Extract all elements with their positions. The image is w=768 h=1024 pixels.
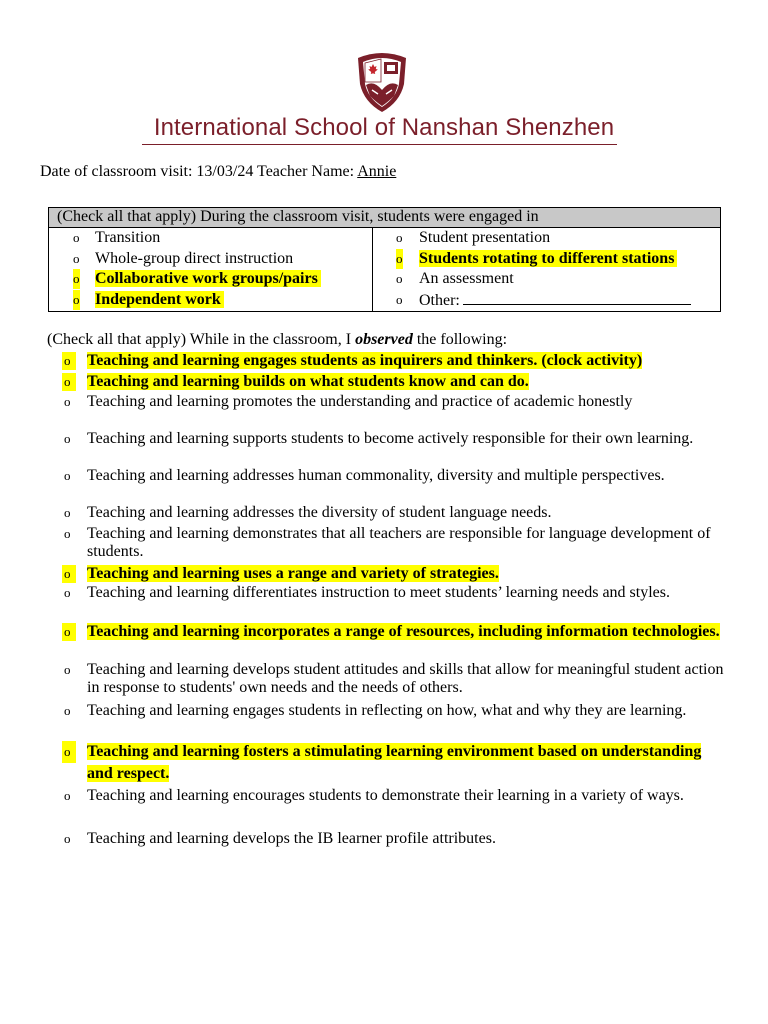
checkbox-bullet-icon: o (62, 623, 76, 641)
checkbox-bullet-icon: o (396, 291, 403, 307)
observed-item-11[interactable] (64, 661, 727, 697)
teacher-label: Teacher Name: (257, 163, 355, 180)
checkbox-bullet-icon: o (64, 394, 71, 409)
checkbox-bullet-icon: o (73, 250, 80, 266)
engagement-option-text: Student presentation (419, 229, 551, 246)
observed-item-text: Teaching and learning engages students in reflecting on how, what and why they are learning. (87, 702, 687, 719)
observed-item-text: Teaching and learning uses a range and variety of strategies. (87, 565, 499, 582)
engagement-option-label (419, 290, 691, 311)
checkbox-bullet-icon: o (64, 431, 71, 446)
observed-item-6[interactable] (64, 504, 727, 522)
teacher-value: Annie (357, 163, 397, 180)
observed-item-text: Teaching and learning addresses human commonality, diversity and multiple perspectives. (87, 467, 665, 484)
checkbox-bullet-icon: o (64, 831, 71, 846)
observed-item-text: Teaching and learning encourages students to demonstrate their learning in a variety of ways. (87, 787, 684, 804)
checkbox-bullet-icon: o (396, 271, 403, 286)
engagement-right-column (373, 228, 720, 311)
observed-item-text: Teaching and learning incorporates a range of resources, including information technologies. (87, 623, 720, 640)
observed-item-2[interactable] (64, 373, 727, 391)
observed-item-text: Teaching and learning supports students to become actively responsible for their own learning. (87, 430, 694, 447)
date-label: Date of classroom visit: (40, 163, 193, 180)
observed-item-8[interactable] (64, 565, 727, 583)
engagement-option-label (95, 249, 293, 269)
engagement-option-label (95, 228, 160, 248)
checkbox-bullet-icon: o (73, 269, 80, 289)
observed-item-10[interactable] (64, 623, 727, 641)
observed-item-9[interactable] (64, 584, 727, 602)
engagement-option-text: Independent work (95, 291, 224, 308)
engagement-option-label (95, 290, 224, 310)
visit-info-line (40, 163, 396, 181)
observed-item-text: Teaching and learning differentiates instruction to meet students’ learning needs and styles. (87, 584, 670, 601)
observed-item-text: Teaching and learning builds on what students know and can do. (87, 373, 529, 390)
checkbox-bullet-icon: o (73, 230, 80, 245)
observed-item-4[interactable] (64, 430, 727, 448)
observed-item-text: Teaching and learning addresses the diversity of student language needs. (87, 504, 552, 521)
engagement-option-label (419, 269, 514, 289)
checkbox-bullet-icon: o (64, 703, 71, 718)
observed-item-7[interactable] (64, 525, 727, 561)
engagement-option-right-4[interactable] (373, 290, 720, 311)
observed-item-text: Teaching and learning develops the IB learner profile attributes. (87, 830, 496, 847)
observed-intro-suffix: the following: (412, 331, 508, 348)
checkbox-bullet-icon: o (62, 565, 76, 583)
engagement-option-label (419, 249, 677, 269)
checkbox-bullet-icon: o (64, 468, 71, 483)
engagement-option-text: An assessment (419, 270, 514, 287)
checkbox-bullet-icon: o (64, 788, 71, 803)
engagement-checklist-table (48, 207, 721, 312)
engagement-left-column (49, 228, 373, 311)
checkbox-bullet-icon: o (64, 585, 71, 600)
engagement-option-text: Collaborative work groups/pairs (95, 270, 321, 287)
observed-intro-prefix: (Check all that apply) While in the classroom, I (47, 331, 356, 348)
header-divider (142, 144, 617, 145)
engagement-option-text: Other: (419, 291, 460, 309)
engagement-option-right-1[interactable] (373, 228, 720, 249)
school-crest-logo (354, 50, 410, 114)
checkbox-bullet-icon: o (64, 662, 71, 677)
engagement-option-right-3[interactable] (373, 269, 720, 290)
date-value: 13/03/24 (196, 163, 254, 180)
engagement-option-right-2[interactable] (373, 249, 720, 270)
engagement-option-text: Students rotating to different stations (419, 250, 677, 267)
engagement-option-text: Transition (95, 229, 161, 246)
engagement-option-left-4[interactable] (49, 290, 372, 311)
observed-intro (47, 331, 507, 349)
other-blank-field[interactable] (463, 290, 691, 305)
checkbox-bullet-icon: o (73, 290, 80, 310)
engagement-option-text: Whole-group direct instruction (95, 249, 294, 267)
observed-item-text: Teaching and learning fosters a stimulating learning environment based on understanding and respect. (87, 743, 702, 782)
observed-item-text: Teaching and learning engages students as inquirers and thinkers. (clock activity) (87, 352, 643, 369)
observed-item-text: Teaching and learning develops student attitudes and skills that allow for meaningful student action in response to students' own needs and the needs of others. (87, 661, 724, 696)
checkbox-bullet-icon: o (64, 505, 71, 520)
engagement-option-left-2[interactable] (49, 249, 372, 270)
checkbox-bullet-icon: o (62, 352, 76, 370)
checkbox-bullet-icon: o (62, 373, 76, 391)
observed-item-12[interactable] (64, 702, 727, 720)
checkbox-bullet-icon: o (396, 230, 403, 245)
checkbox-bullet-icon: o (396, 249, 403, 269)
engagement-option-label (95, 269, 321, 289)
engagement-table-header: (Check all that apply) During the classroom visit, students were engaged in (49, 208, 720, 228)
engagement-option-left-3[interactable] (49, 269, 372, 290)
observed-item-13[interactable] (64, 741, 727, 785)
observed-item-text: Teaching and learning demonstrates that all teachers are responsible for language development of students. (87, 525, 711, 560)
engagement-option-label (419, 228, 550, 248)
observed-item-text: Teaching and learning promotes the understanding and practice of academic honestly (87, 393, 633, 410)
checkbox-bullet-icon: o (62, 741, 76, 763)
checkbox-bullet-icon: o (64, 526, 71, 541)
observed-item-3[interactable] (64, 393, 727, 411)
engagement-option-left-1[interactable] (49, 228, 372, 249)
observed-intro-emphasis: observed (355, 331, 413, 348)
observed-item-15[interactable] (64, 830, 727, 848)
observed-item-14[interactable] (64, 785, 727, 807)
school-name: International School of Nanshan Shenzhen (153, 114, 615, 141)
observed-item-1[interactable] (64, 352, 727, 370)
observed-item-5[interactable] (64, 467, 727, 485)
